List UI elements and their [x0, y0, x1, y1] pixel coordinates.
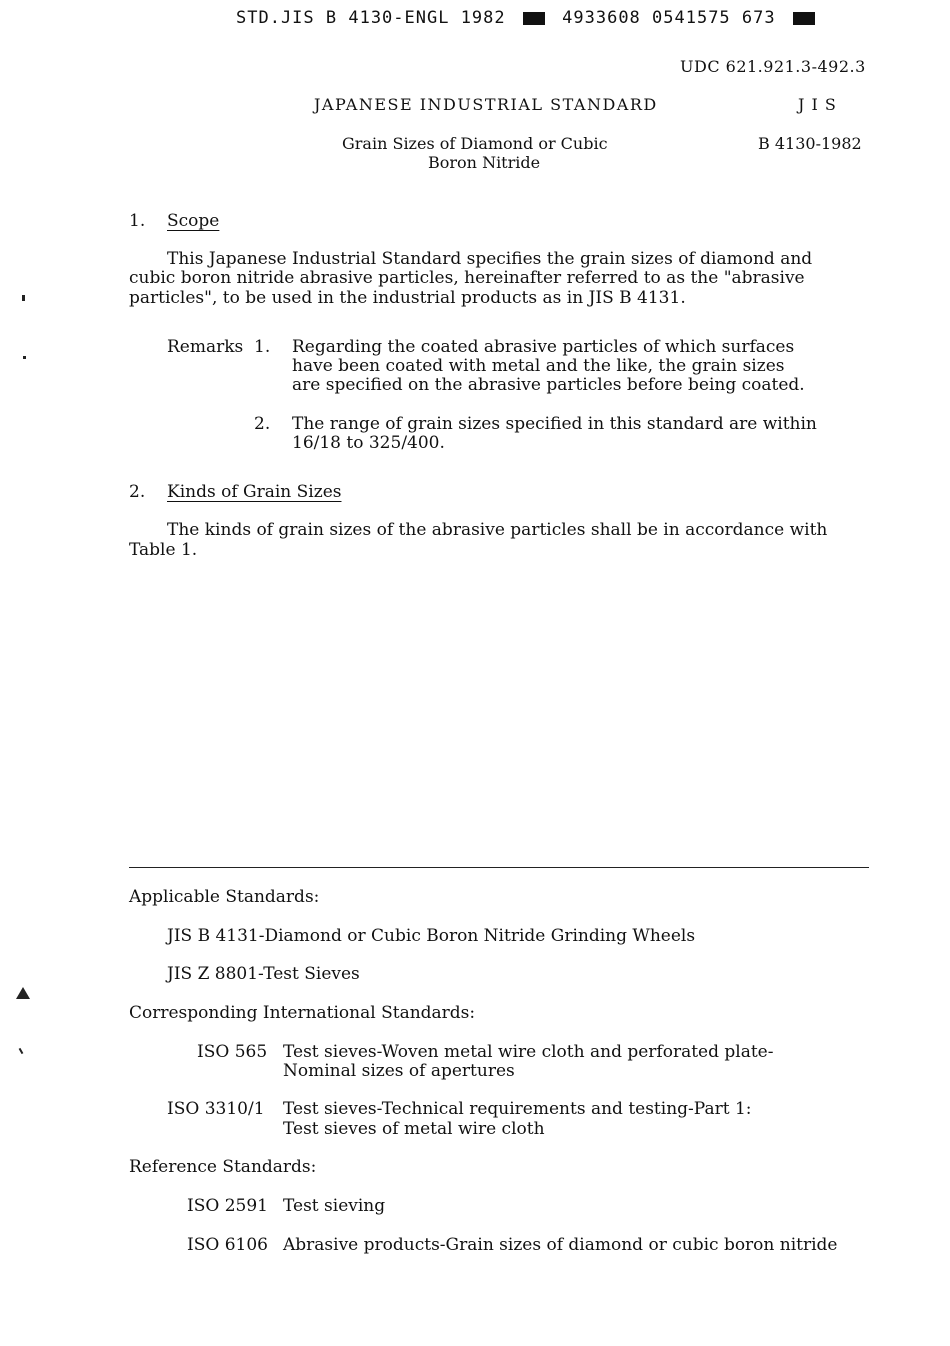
applicable-standard-item: JIS Z 8801-Test Sieves — [167, 964, 360, 984]
iso-title-line: Test sieves-Technical requirements and testing-Part 1: — [283, 1099, 752, 1119]
remark-number: 1. — [254, 337, 271, 357]
reference-standards-label: Reference Standards: — [129, 1157, 317, 1177]
applicable-standard-item: JIS B 4131-Diamond or Cubic Boron Nitride Grinding Wheels — [167, 926, 696, 946]
iso-title-line: Abrasive products-Grain sizes of diamond or cubic boron nitride — [283, 1235, 838, 1255]
paragraph-line: Table 1. — [129, 540, 198, 560]
stamp-block-mark — [793, 12, 815, 25]
corresponding-standards-label: Corresponding International Standards: — [129, 1003, 476, 1023]
document-title-line1: Grain Sizes of Diamond or Cubic — [342, 134, 608, 153]
iso-title-line: Test sieves-Woven metal wire cloth and perforated plate- — [283, 1042, 774, 1062]
paragraph-line: particles", to be used in the industrial products as in JIS B 4131. — [129, 288, 686, 308]
remark-number: 2. — [254, 414, 271, 434]
scan-speck — [23, 356, 26, 359]
stamp-left: STD.JIS B 4130-ENGL 1982 — [236, 8, 506, 28]
scan-mark-triangle-icon — [16, 987, 30, 999]
iso-code: ISO 6106 — [187, 1235, 268, 1255]
paragraph-line: cubic boron nitride abrasive particles, hereinafter referred to as the "abrasive — [129, 268, 805, 288]
standard-title: JAPANESE INDUSTRIAL STANDARD — [314, 95, 658, 114]
document-title-line2: Boron Nitride — [428, 153, 541, 172]
standard-number: B 4130-1982 — [758, 134, 862, 153]
scan-speck — [22, 295, 25, 301]
remark-line: are specified on the abrasive particles before being coated. — [292, 375, 805, 395]
section1-heading: Scope — [167, 211, 220, 231]
stamp-block-mark — [523, 12, 545, 25]
remark-line: have been coated with metal and the like, the grain sizes — [292, 356, 785, 376]
paragraph-line: This Japanese Industrial Standard specifies the grain sizes of diamond and — [167, 249, 813, 269]
iso-title-line: Test sieves of metal wire cloth — [283, 1119, 545, 1139]
remark-line: The range of grain sizes specified in this standard are within — [292, 414, 817, 434]
applicable-standards-label: Applicable Standards: — [129, 887, 320, 907]
remark-line: Regarding the coated abrasive particles of which surfaces — [292, 337, 795, 357]
iso-title-line: Test sieving — [283, 1196, 386, 1216]
jis-label: J I S — [798, 95, 837, 114]
paragraph-line: The kinds of grain sizes of the abrasive particles shall be in accordance with — [167, 520, 828, 540]
document-stamp — [236, 8, 815, 28]
remarks-label: Remarks — [167, 337, 244, 357]
section2-number: 2. — [129, 482, 146, 502]
udc-code: UDC 621.921.3-492.3 — [680, 57, 866, 76]
iso-code: ISO 565 — [197, 1042, 268, 1062]
remark-line: 16/18 to 325/400. — [292, 433, 445, 453]
iso-title-line: Nominal sizes of apertures — [283, 1061, 515, 1081]
scan-speck — [19, 1048, 24, 1054]
footer-divider — [129, 867, 869, 868]
iso-code: ISO 3310/1 — [167, 1099, 265, 1119]
stamp-mid: 4933608 0541575 673 — [562, 8, 776, 28]
iso-code: ISO 2591 — [187, 1196, 268, 1216]
section2-heading: Kinds of Grain Sizes — [167, 482, 342, 502]
section1-number: 1. — [129, 211, 146, 231]
